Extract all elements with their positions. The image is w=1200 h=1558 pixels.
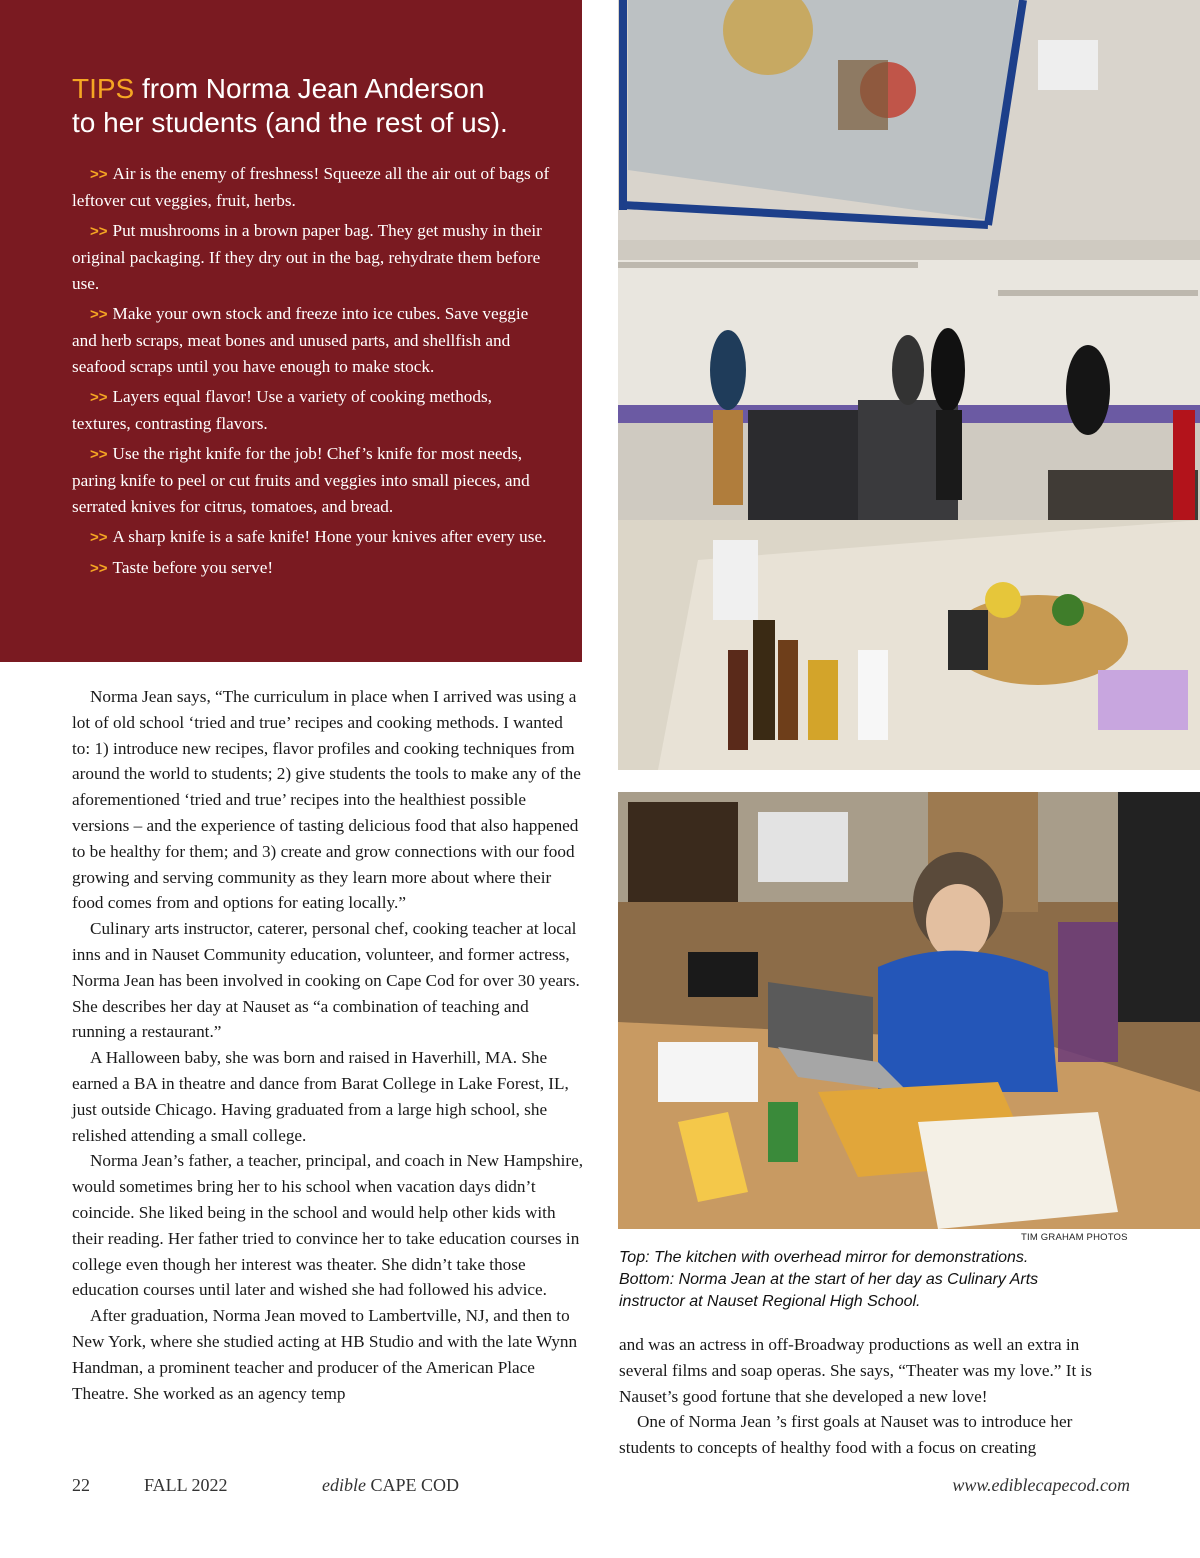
page-number: 22: [72, 1475, 90, 1495]
arrow-icon: >>: [90, 223, 108, 240]
tip-text: Make your own stock and freeze into ice cubes. Save veggie and herb scraps, meat bones and unused parts, and shellfish and seafood scraps until you have enough to make stock.: [72, 304, 529, 376]
article-paragraph: Norma Jean says, “The curriculum in place when I arrived was using a lot of old school ‘tried and true’ recipes and cooking methods. I wanted to: 1) introduce new recipes, flavor profiles and cooking techniques from around the world to students; 2) give students the tools to make any of the aforementioned ‘tried and true’ recipes into the healthiest possible versions – and the experience of tasting delicious food that also happened to be healthy for them; and 3) create and grow connections with our food growing and serving community as they learn more about where their food comes from and options for eating locally.”: [72, 687, 581, 913]
tips-title: [72, 72, 572, 140]
kitchen-photo-illustration: [618, 0, 1200, 770]
tip-item: [72, 555, 550, 582]
tip-item: [72, 524, 550, 551]
photo-caption: [619, 1247, 1119, 1313]
tips-sidebar: [0, 0, 582, 662]
article-paragraph: and was an actress in off-Broadway productions as well an extra in several films and soap operas. She says, “Theater was my love.” It is Nauset’s good fortune that she developed a new love!: [619, 1335, 1092, 1406]
arrow-icon: >>: [90, 166, 108, 183]
photo-credit: TIM GRAHAM PHOTOS: [1021, 1232, 1128, 1243]
tip-item: [72, 441, 550, 520]
article-paragraph: One of Norma Jean ’s first goals at Nauset was to introduce her students to concepts of healthy food with a focus on creating: [619, 1412, 1073, 1458]
tips-list: [72, 161, 550, 586]
magazine-name-rest: CAPE COD: [365, 1475, 459, 1495]
caption-line: Top: The kitchen with overhead mirror for demonstrations.: [619, 1249, 1029, 1266]
issue-label: FALL 2022: [144, 1475, 228, 1495]
office-photo-illustration: [618, 792, 1200, 1229]
arrow-icon: >>: [90, 529, 108, 546]
magazine-name: [322, 1475, 459, 1496]
tip-item: [72, 301, 550, 380]
tip-text: Layers equal flavor! Use a variety of cooking methods, textures, contrasting flavors.: [72, 387, 492, 433]
website-url: www.ediblecapecod.com: [952, 1475, 1130, 1495]
article-paragraph: Culinary arts instructor, caterer, personal chef, cooking teacher at local inns and in Nauset Community education, volunteer, and former actress, Norma Jean has been involved in cooking on Cape Cod for over 30 years. She describes her day at Nauset as “a combination of teaching and running a restaurant.”: [72, 919, 580, 1042]
tip-text: Use the right knife for the job! Chef’s knife for most needs, paring knife to peel or cut fruits and veggies into small pieces, and serrated knives for citrus, tomatoes, and bread.: [72, 444, 530, 516]
magazine-name-italic: edible: [322, 1475, 366, 1495]
article-left-column: [72, 684, 584, 1406]
tip-item: [72, 161, 550, 214]
tips-title-line2: to her students (and the rest of us).: [72, 107, 508, 138]
tip-text: Taste before you serve!: [112, 558, 274, 577]
arrow-icon: >>: [90, 389, 108, 406]
office-photo: [618, 792, 1200, 1229]
tips-title-highlight: TIPS: [72, 73, 135, 104]
caption-line: instructor at Nauset Regional High School.: [619, 1293, 921, 1310]
tip-text: Air is the enemy of freshness! Squeeze all the air out of bags of leftover cut veggies, fruit, herbs.: [72, 164, 550, 210]
tip-item: [72, 384, 550, 437]
tips-title-line1: from Norma Jean Anderson: [134, 73, 485, 104]
kitchen-photo: [618, 0, 1200, 770]
article-paragraph: After graduation, Norma Jean moved to Lambertville, NJ, and then to New York, where she studied acting at HB Studio and with the late Wynn Handman, a prominent teacher and producer of the American Place Theatre. She worked as an agency temp: [72, 1306, 578, 1403]
arrow-icon: >>: [90, 560, 108, 577]
tip-item: [72, 218, 550, 297]
arrow-icon: >>: [90, 446, 108, 463]
article-paragraph: Norma Jean’s father, a teacher, principal, and coach in New Hampshire, would sometimes bring her to his school when vacation days didn’t coincide. She liked being in the school and would help other kids with their reading. Her father tried to convince her to take education courses in college even though her interest was theater. She didn’t take those education courses until later and wished she had followed his advice.: [72, 1151, 584, 1300]
article-paragraph: A Halloween baby, she was born and raised in Haverhill, MA. She earned a BA in theatre and dance from Barat College in Lake Forest, IL, just outside Chicago. Having graduated from a large high school, she relished attending a small college.: [72, 1048, 569, 1145]
tip-text: Put mushrooms in a brown paper bag. They get mushy in their original packaging. If they dry out in the bag, rehydrate them before use.: [72, 221, 542, 293]
caption-line: Bottom: Norma Jean at the start of her day as Culinary Arts: [619, 1271, 1039, 1288]
tip-text: A sharp knife is a safe knife! Hone your knives after every use.: [112, 527, 547, 546]
arrow-icon: >>: [90, 306, 108, 323]
article-right-column: [619, 1332, 1131, 1461]
